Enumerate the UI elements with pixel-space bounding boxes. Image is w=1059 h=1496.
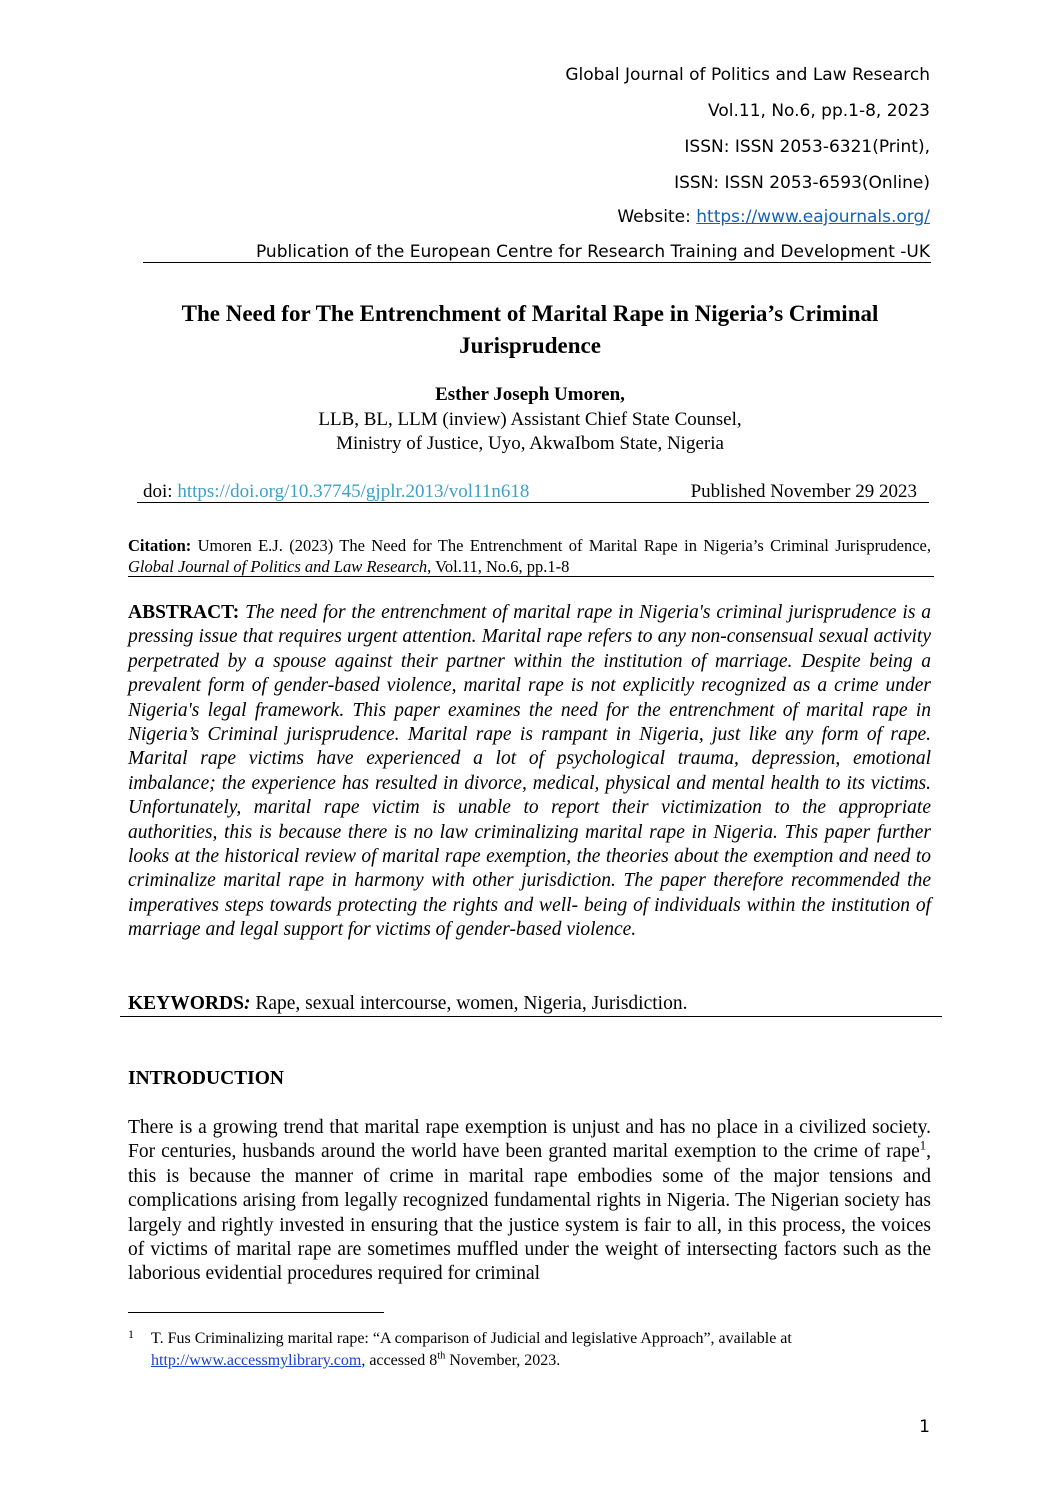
abstract [128, 601, 931, 943]
journal-volume: Vol.11, No.6, pp.1-8, 2023 [708, 101, 930, 121]
title-line-2: Jurisprudence [459, 333, 601, 358]
doi-label: doi: [143, 481, 178, 502]
paper-title [120, 298, 940, 362]
doi-link[interactable]: https://doi.org/10.37745/gjplr.2013/vol11n618 [177, 481, 530, 502]
footnote-divider [128, 1312, 384, 1313]
footnote-text-a: T. Fus Criminalizing marital rape: “A comparison of Judicial and legislative Approach”, available at [151, 1330, 792, 1347]
footnote-text-c: November, 2023. [445, 1352, 561, 1369]
intro-text-b: , this is because the manner of crime in marital rape embodies some of the major tensions and complications arising from legally recognized fundamental rights in Nigeria. The Nigerian society has largely and rightly invested in ensuring that the justice system is fair to all, in this process, the voices of victims of marital rape are sometimes muffled under the weight of intersecting factors such as the laborious evidential procedures required for criminal [128, 1141, 931, 1285]
keywords-label: KEYWORDS [128, 993, 244, 1014]
title-line-1: The Need for The Entrenchment of Marital Rape in Nigeria’s Criminal [181, 301, 879, 326]
website-line [617, 206, 930, 228]
keywords-divider [120, 1016, 942, 1017]
footnote-sup: th [437, 1350, 446, 1362]
doi-divider [137, 502, 929, 503]
abstract-text: The need for the entrenchment of marital rape in Nigeria's criminal jurisprudence is a pressing issue that requires urgent attention. Marital rape refers to any non-consensual sexual activity perpetrated by a spouse against their partner within the institution of marriage. Despite being a prevalent form of gender-based violence, marital rape is not explicitly recognized as a crime under Nigeria's legal framework. This paper examines the need for the entrenchment of marital rape in Nigeria’s Criminal jurisprudence. Marital rape is rampant in Nigeria, just like any form of rape. Marital rape victims have experienced a lot of psychological trauma, depression, emotional imbalance; the experience has resulted in divorce, medical, physical and mental health to its victims. Unfortunately, marital rape victim is unable to report their victimization to the appropriate authorities, this is because there is no law criminalizing marital rape in Nigeria. This paper further looks at the historical review of marital rape exemption, the theories about the exemption and need to criminalize marital rape in harmony with other jurisdiction. The paper therefore recommended the imperatives steps towards protecting the rights and well- being of individuals within the institution of marriage and legal support for victims of gender-based violence. [128, 602, 931, 941]
citation-journal: Global Journal of Politics and Law Research [128, 557, 428, 576]
affiliation-line-2: Ministry of Justice, Uyo, AkwaIbom State, Nigeria [336, 433, 724, 454]
website-link[interactable]: https://www.eajournals.org/ [696, 207, 930, 227]
website-label: Website: [617, 207, 697, 227]
citation-label: Citation: [128, 536, 192, 555]
citation-divider [128, 576, 934, 577]
page-number: 1 [919, 1417, 930, 1437]
citation [128, 535, 931, 577]
keywords-text: Rape, sexual intercourse, women, Nigeria, Jurisdiction. [250, 993, 688, 1014]
keywords-colon: : [243, 993, 251, 1014]
header-divider [143, 262, 931, 263]
abstract-label: ABSTRACT: [128, 602, 240, 623]
published-date: Published November 29 2023 [690, 481, 917, 502]
doi-line [143, 480, 529, 504]
footnote-link[interactable]: http://www.accessmylibrary.com [151, 1352, 362, 1369]
introduction-heading: INTRODUCTION [128, 1068, 285, 1089]
footnote-number: 1 [128, 1327, 134, 1341]
introduction-body [128, 1116, 931, 1287]
footnote [151, 1328, 931, 1372]
keywords [128, 992, 687, 1016]
citation-text-b: , Vol.11, No.6, pp.1-8 [427, 557, 570, 576]
issn-online: ISSN: ISSN 2053-6593(Online) [674, 173, 930, 193]
intro-text-a: There is a growing trend that marital rape exemption is unjust and has no place in a civilized society. For centuries, husbands around the world have been granted marital exemption to the crime of rape [128, 1117, 931, 1163]
footnote-text-b: , accessed 8 [361, 1352, 438, 1369]
author-name: Esther Joseph Umoren, [435, 384, 625, 405]
citation-text-a: Umoren E.J. (2023) The Need for The Entrenchment of Marital Rape in Nigeria’s Criminal Jurisprudence, [191, 536, 931, 555]
issn-print: ISSN: ISSN 2053-6321(Print), [684, 137, 930, 157]
publisher-line: Publication of the European Centre for Research Training and Development -UK [255, 242, 930, 262]
footnote-ref[interactable]: 1 [919, 1138, 927, 1153]
journal-name: Global Journal of Politics and Law Research [565, 65, 930, 85]
affiliation-line-1: LLB, BL, LLM (inview) Assistant Chief State Counsel, [318, 409, 742, 430]
